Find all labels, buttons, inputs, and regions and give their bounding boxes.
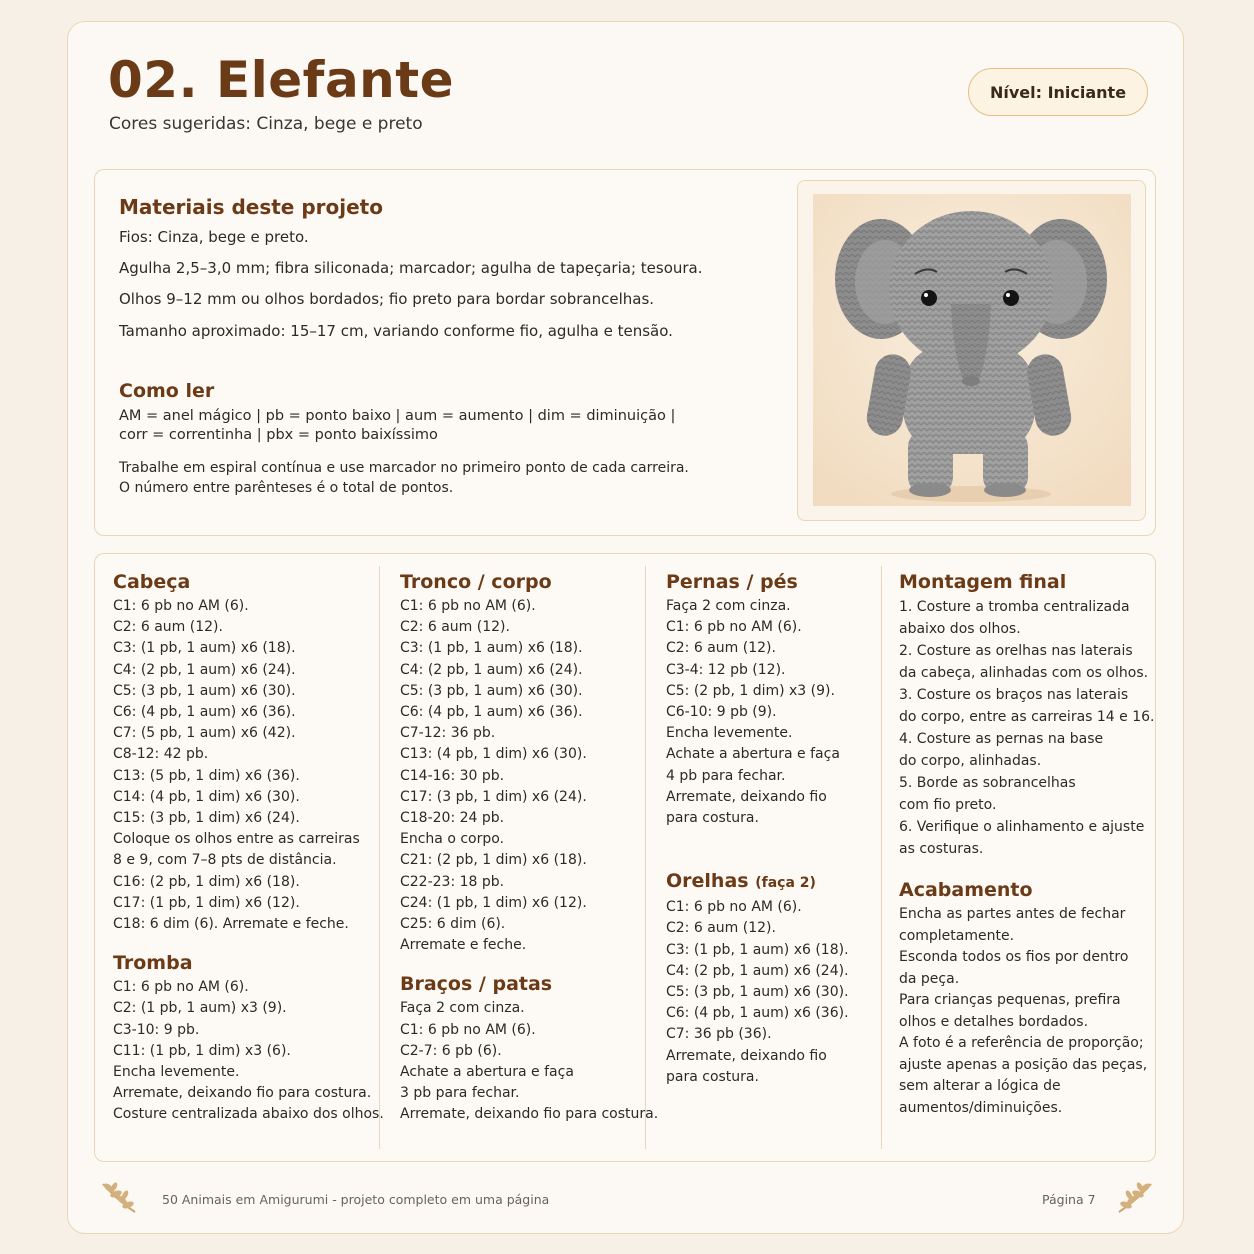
column-divider [881, 566, 882, 1149]
pattern-line: do corpo, alinhadas. [899, 753, 1042, 769]
section-title: Tronco / corpo [400, 571, 552, 593]
pattern-line: Esconda todos os fios por dentro [899, 949, 1129, 965]
pattern-line: Encha o corpo. [400, 831, 505, 848]
column-1 [113, 570, 384, 1126]
section-title: Acabamento [899, 879, 1033, 901]
column-4 [899, 570, 1155, 1119]
section-orelhas [666, 869, 849, 1088]
abbreviations-line: corr = correntinha | pbx = ponto baixíssimo [119, 427, 438, 443]
section-title: Cabeça [113, 571, 191, 593]
pattern-line: aumentos/diminuições. [899, 1099, 1063, 1116]
pattern-line: Faça 2 com cinza. [400, 1000, 525, 1017]
section-cabeca [113, 570, 384, 935]
section-acabamento [899, 878, 1155, 1119]
pattern-line: Coloque os olhos entre as carreiras [113, 831, 360, 848]
pattern-line: C6: (4 pb, 1 aum) x6 (36). [113, 704, 296, 721]
pattern-line: C4: (2 pb, 1 aum) x6 (24). [400, 661, 583, 678]
pattern-line: C2-7: 6 pb (6). [400, 1042, 502, 1059]
section-montagem [899, 570, 1155, 860]
pattern-line: C4: (2 pb, 1 aum) x6 (24). [113, 661, 296, 678]
pattern-line: C7-12: 36 pb. [400, 725, 496, 742]
pattern-line: da cabeça, alinhadas com os olhos. [899, 665, 1149, 681]
pattern-line: da peça. [899, 970, 960, 987]
pattern-line: Arremate, deixando fio [666, 788, 827, 805]
pattern-line: C3: (1 pb, 1 aum) x6 (18). [400, 640, 583, 657]
level-badge: Nível: Iniciante [968, 68, 1148, 116]
pattern-line: C1: 6 pb no AM (6). [666, 899, 802, 916]
pattern-line: Encha as partes antes de fechar [899, 906, 1126, 922]
pattern-line: para costura. [666, 810, 759, 827]
abbreviations-line: AM = anel mágico | pb = ponto baixo | aum = aumento | dim = diminuição | [119, 408, 676, 424]
pattern-line: Faça 2 com cinza. [666, 598, 791, 614]
pattern-line: C7: 36 pb (36). [666, 1026, 772, 1043]
pattern-line: C17: (3 pb, 1 dim) x6 (24). [400, 788, 587, 805]
pattern-line: C2: 6 aum (12). [666, 920, 776, 937]
page-number: Página 7 [1042, 1192, 1096, 1207]
pattern-line: 3. Costure os braços nas laterais [899, 687, 1129, 703]
pattern-line: C1: 6 pb no AM (6). [400, 1021, 536, 1038]
materials-line: Tamanho aproximado: 15–17 cm, variando conforme fio, agulha e tensão. [119, 322, 673, 340]
pattern-line: do corpo, entre as carreiras 14 e 16. [899, 709, 1155, 725]
pattern-line: C6-10: 9 pb (9). [666, 704, 777, 721]
materials-line: Fios: Cinza, bege e preto. [119, 228, 309, 246]
pattern-line: C5: (3 pb, 1 aum) x6 (30). [400, 682, 583, 699]
pattern-line: C2: 6 aum (12). [400, 619, 510, 636]
pattern-line: C2: 6 aum (12). [113, 619, 223, 636]
pattern-line: C24: (1 pb, 1 dim) x6 (12). [400, 894, 587, 911]
pattern-line: C6: (4 pb, 1 aum) x6 (36). [400, 704, 583, 721]
footer-book-title: 50 Animais em Amigurumi - projeto completo em uma página [162, 1192, 550, 1207]
pattern-line: C2: 6 aum (12). [666, 640, 776, 657]
pattern-line: Arremate, deixando fio para costura. [400, 1106, 659, 1123]
pattern-line: 1. Costure a tromba centralizada [899, 599, 1130, 615]
pattern-line: Arremate, deixando fio para costura. [113, 1085, 372, 1102]
instructions-line: O número entre parênteses é o total de pontos. [119, 480, 454, 496]
pattern-line: C1: 6 pb no AM (6). [113, 598, 249, 614]
pattern-line: C3: (1 pb, 1 aum) x6 (18). [113, 640, 296, 657]
section-title: Montagem final [899, 571, 1067, 593]
pattern-line: C3-10: 9 pb. [113, 1021, 200, 1038]
pattern-line: 5. Borde as sobrancelhas [899, 775, 1076, 791]
pattern-line: 8 e 9, com 7–8 pts de distância. [113, 852, 337, 869]
section-tronco [400, 570, 658, 956]
pattern-line: C1: 6 pb no AM (6). [400, 598, 536, 614]
pattern-line: C1: 6 pb no AM (6). [113, 979, 249, 996]
pattern-line: Arremate e feche. [400, 937, 527, 954]
pattern-line: C1: 6 pb no AM (6). [666, 619, 802, 636]
materials-title: Materiais deste projeto [119, 195, 383, 219]
pattern-line: C13: (4 pb, 1 dim) x6 (30). [400, 746, 587, 763]
pattern-line: Para crianças pequenas, prefira [899, 992, 1121, 1008]
section-title: Pernas / pés [666, 571, 798, 593]
pattern-line: C2: (1 pb, 1 aum) x3 (9). [113, 1000, 287, 1017]
section-tromba [113, 951, 384, 1125]
how-to-read-title: Como ler [119, 380, 215, 402]
pattern-line: C7: (5 pb, 1 aum) x6 (42). [113, 725, 296, 742]
page-title: 02. Elefante [108, 51, 455, 109]
pattern-line: C13: (5 pb, 1 dim) x6 (36). [113, 767, 300, 784]
section-title: Braços / patas [400, 973, 553, 996]
pattern-line: Achate a abertura e faça [666, 746, 840, 763]
section-title-text: Orelhas [666, 870, 749, 893]
laurel-left-icon [99, 1178, 141, 1218]
elephant-amigurumi-illustration [813, 194, 1131, 506]
section-title-note: (faça 2) [755, 875, 816, 892]
pattern-line: 4 pb para fechar. [666, 767, 786, 784]
pattern-line: ajuste apenas a posição das peças, [899, 1056, 1148, 1073]
section-pernas [666, 570, 849, 829]
pattern-line: Encha levemente. [113, 1064, 240, 1081]
pattern-line: Costure centralizada abaixo dos olhos. [113, 1106, 384, 1123]
pattern-line: C5: (3 pb, 1 aum) x6 (30). [666, 984, 849, 1001]
pattern-line: C18: 6 dim (6). Arremate e feche. [113, 916, 349, 933]
section-title [666, 869, 849, 895]
materials-line: Olhos 9–12 mm ou olhos bordados; fio preto para bordar sobrancelhas. [119, 290, 655, 308]
pattern-line: C21: (2 pb, 1 dim) x6 (18). [400, 852, 587, 869]
pattern-line: 6. Verifique o alinhamento e ajuste [899, 819, 1145, 835]
column-2 [400, 570, 658, 1126]
pattern-line: com fio preto. [899, 797, 997, 813]
pattern-line: Encha levemente. [666, 725, 793, 742]
pattern-line: 2. Costure as orelhas nas laterais [899, 643, 1133, 659]
pattern-line: C22-23: 18 pb. [400, 873, 505, 890]
pattern-line: sem alterar a lógica de [899, 1078, 1061, 1094]
elephant-photo [813, 194, 1131, 506]
pattern-line: C17: (1 pb, 1 dim) x6 (12). [113, 894, 300, 911]
pattern-line: C16: (2 pb, 1 dim) x6 (18). [113, 873, 300, 890]
pattern-line: C3: (1 pb, 1 aum) x6 (18). [666, 941, 849, 958]
laurel-right-icon [1113, 1178, 1155, 1218]
pattern-line: C25: 6 dim (6). [400, 916, 506, 933]
pattern-line: Arremate, deixando fio [666, 1047, 827, 1064]
pattern-line: C14: (4 pb, 1 dim) x6 (30). [113, 788, 300, 805]
pattern-line: Achate a abertura e faça [400, 1064, 574, 1081]
pattern-line: A foto é a referência de proporção; [899, 1035, 1144, 1051]
pattern-line: 3 pb para fechar. [400, 1085, 520, 1102]
pattern-line: abaixo dos olhos. [899, 621, 1021, 637]
materials-line: Agulha 2,5–3,0 mm; fibra siliconada; marcador; agulha de tapeçaria; tesoura. [119, 259, 703, 277]
pattern-line: C3-4: 12 pb (12). [666, 661, 786, 678]
pattern-line: C18-20: 24 pb. [400, 810, 505, 827]
pattern-line: C15: (3 pb, 1 dim) x6 (24). [113, 810, 300, 827]
pattern-line: completamente. [899, 927, 1015, 944]
section-title: Tromba [113, 952, 193, 975]
pattern-line: 4. Costure as pernas na base [899, 731, 1104, 747]
pattern-line: C14-16: 30 pb. [400, 767, 505, 784]
pattern-line: C4: (2 pb, 1 aum) x6 (24). [666, 962, 849, 979]
pattern-line: C6: (4 pb, 1 aum) x6 (36). [666, 1005, 849, 1022]
pattern-line: C8-12: 42 pb. [113, 746, 209, 763]
pattern-line: C11: (1 pb, 1 dim) x3 (6). [113, 1042, 291, 1059]
pattern-line: C5: (3 pb, 1 aum) x6 (30). [113, 682, 296, 699]
pattern-line: as costuras. [899, 841, 984, 857]
column-3 [666, 570, 849, 1088]
pattern-line: olhos e detalhes bordados. [899, 1013, 1089, 1030]
instructions-line: Trabalhe em espiral contínua e use marcador no primeiro ponto de cada carreira. [119, 460, 689, 476]
page-subtitle: Cores sugeridas: Cinza, bege e preto [109, 114, 423, 134]
pattern-line: C5: (2 pb, 1 dim) x3 (9). [666, 682, 835, 699]
section-bracos [400, 972, 658, 1125]
pattern-line: para costura. [666, 1068, 759, 1085]
